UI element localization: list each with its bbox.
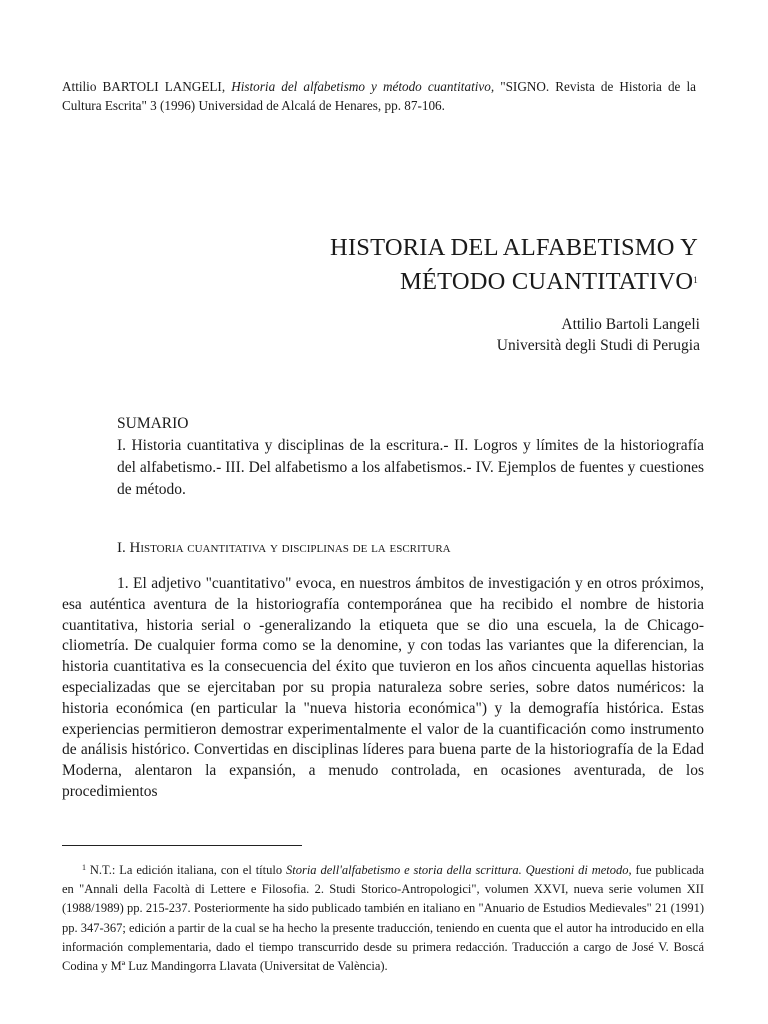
footnote-paragraph [62,858,704,976]
author-block [497,314,700,356]
title-line-1: HISTORIA DEL ALFABETISMO Y [330,234,698,261]
title-footnote-mark: 1 [693,275,698,285]
summary-heading: SUMARIO [117,415,189,432]
article-title [330,231,698,298]
footnote-text-2: fue publicada en "Annali della Facoltà di Lettere e Filosofia. 2. Studi Storico-Antropologici", volumen XXVI, nueva serie volumen XII (1988/1989) pp. 215-237. Posteriormente ha sido publicado también en italiano en "Anuario de Estudios Medievales" 21 (1991) pp. 347-367; edición a partir de la cual se ha hecho la presente traducción, teniendo en cuenta que el autor ha introducido en ella información complementaria, dado el tiempo transcurrido desde su primera redacción. Traducción a cargo de José V. Boscá Codina y Mª Luz Mandingorra Llavata (Universitat de València). [62,863,705,974]
summary-block [117,413,704,501]
summary-text: I. Historia cuantitativa y disciplinas de la escritura.- II. Logros y límites de la historiografía del alfabetismo.- III. Del alfabetismo a los alfabetismos.- IV. Ejemplos de fuentes y cuestiones de método. [117,437,704,498]
footnote [62,858,704,976]
title-line-2 [330,264,698,298]
body-text [62,574,704,803]
citation-author: Attilio BARTOLI LANGELI, [62,79,226,94]
body-paragraph: 1. El adjetivo "cuantitativo" evoca, en nuestros ámbitos de investigación y en otros próximos, esa auténtica aventura de la historiografía contemporánea que ha recibido el nombre de historia cuantitativa, historia serial o -generalizando la etiqueta que se dio una escuela, la de Chicago- cliometría. De cualquier forma como se la denomine, y con todas las variantes que la diferencian, la historia cuantitativa es la consecuencia del éxito que tuvieron en los años cincuenta aquellas historias especializadas que se ejercitaban por su propia naturaleza sobre series, sobre datos numéricos: la historia económica (en particular la "nueva historia económica") y la demografía histórica. Estas experiencias permitieron demostrar experimentalmente el valor de la cuantificación como instrumento de análisis histórico. Convertidas en disciplinas líderes para buena parte de la historiografía de la Edad Moderna, alentaron la expansión, a menudo controlada, en ocasiones aventurada, de los procedimientos [62,575,704,800]
author-name: Attilio Bartoli Langeli [561,316,700,333]
citation-source: "SIGNO. Revista de Historia de la Cultura Escrita" 3 (1996) Universidad de Alcalá de Henares, pp. 87-106. [62,79,696,113]
citation-header [62,77,696,115]
citation-work-title: Historia del alfabetismo y método cuantitativo, [231,79,495,94]
author-affiliation: Università degli Studi di Perugia [496,337,700,354]
footnote-italic-title: Storia dell'alfabetismo e storia della scrittura. Questioni di metodo, [286,863,632,877]
title-line-2-text: MÉTODO CUANTITATIVO [399,268,694,295]
section-heading: I. Historia cuantitativa y disciplinas de la escritura [117,540,451,556]
footnote-divider [62,845,302,846]
footnote-text-1: N.T.: La edición italiana, con el título [86,863,286,877]
footnote-mark: 1 [82,863,86,872]
